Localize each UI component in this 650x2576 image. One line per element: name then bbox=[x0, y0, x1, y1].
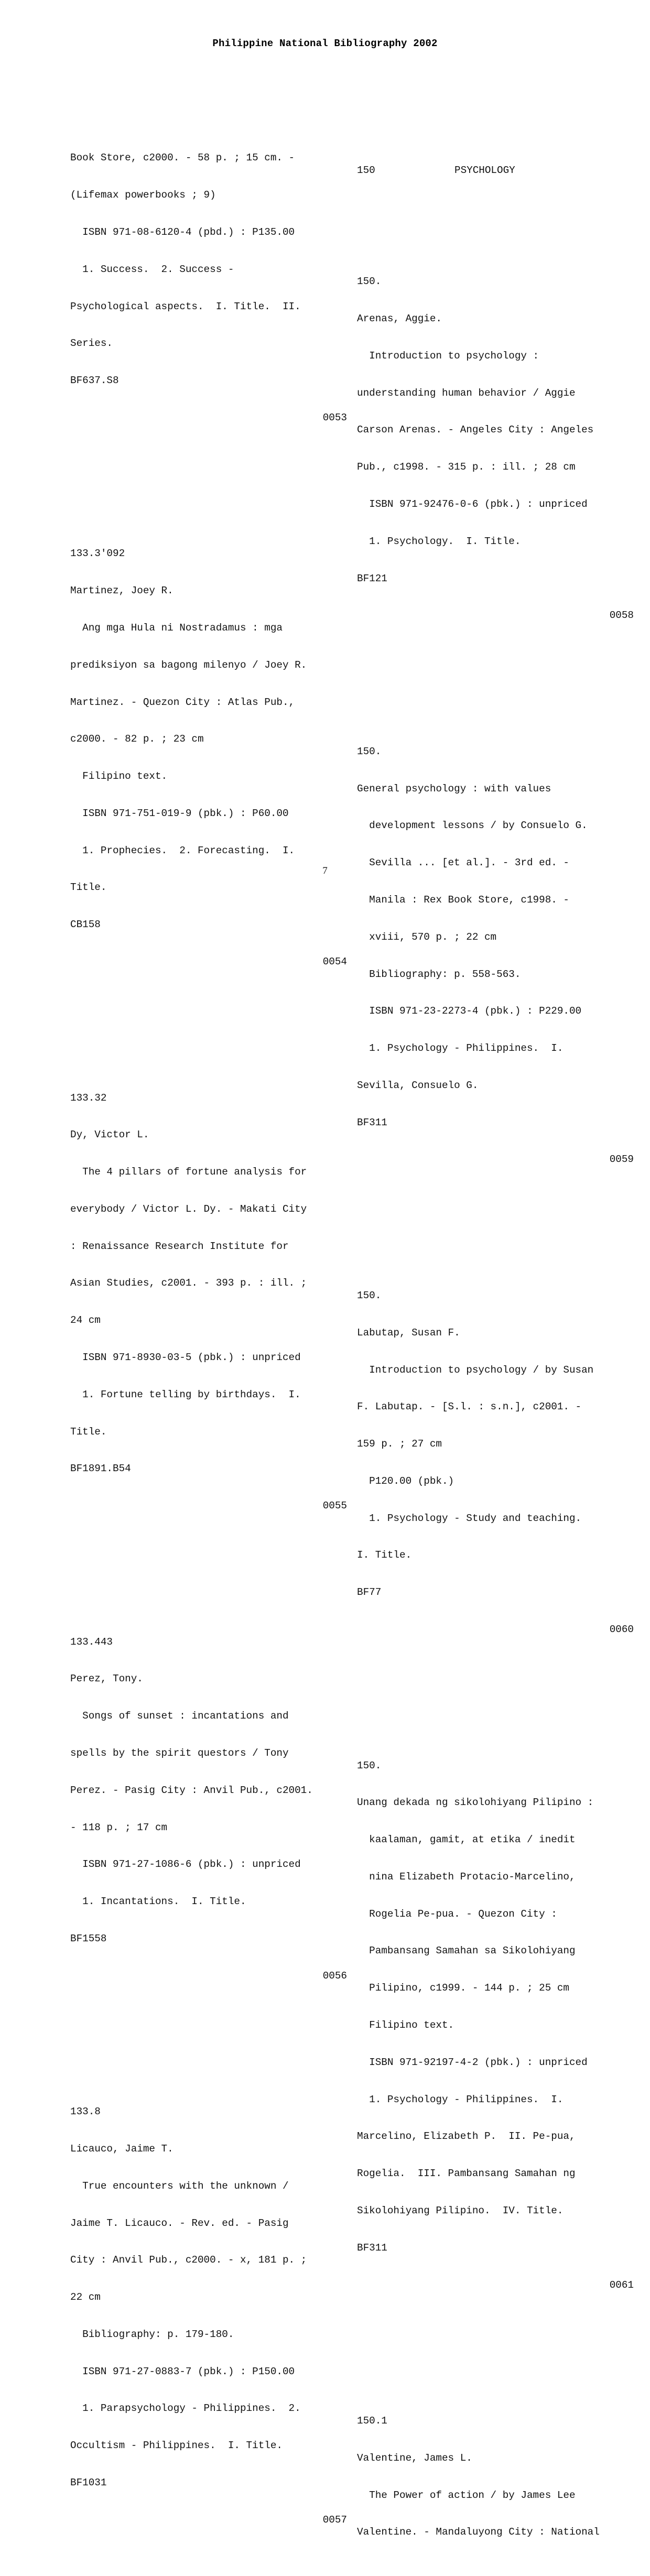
entry-line: CB158 bbox=[70, 919, 101, 931]
entry-line: 150. bbox=[357, 1759, 382, 1771]
entry-line: Perez, Tony. bbox=[70, 1673, 143, 1685]
entry-line: General psychology : with values bbox=[357, 782, 551, 795]
entry-line: BF637.S8 bbox=[70, 375, 119, 387]
entry bbox=[70, 1067, 347, 1537]
entry-line: Perez. - Pasig City : Anvil Pub., c2001. bbox=[70, 1784, 313, 1796]
entry-line: Asian Studies, c2001. - 393 p. : ill. ; bbox=[70, 1277, 307, 1289]
entry-line: development lessons / by Consuelo G. bbox=[357, 820, 588, 832]
entry-line: ISBN 971-08-6120-4 (pbd.) : P135.00 bbox=[70, 226, 295, 238]
entry-line: Martinez. - Quezon City : Atlas Pub., bbox=[70, 696, 295, 708]
entry-line: 133.8 bbox=[70, 2106, 101, 2118]
entry-number: 0057 bbox=[322, 2514, 347, 2526]
entry-line: Occultism - Philippines. I. Title. bbox=[70, 2440, 283, 2452]
entry-line: Filipino text. bbox=[70, 770, 168, 782]
entry-line: Sikolohiyang Pilipino. IV. Title. bbox=[357, 2204, 564, 2216]
entry-number: 0059 bbox=[609, 1154, 634, 1166]
entry-line: Valentine. - Mandaluyong City : National bbox=[357, 2526, 600, 2538]
entry-line: Pambansang Samahan sa Sikolohiyang bbox=[357, 1945, 576, 1957]
entry-line: 1. Success. 2. Success - bbox=[70, 263, 234, 275]
entry bbox=[70, 2081, 347, 2551]
entry-line: I. Title. bbox=[357, 1549, 412, 1561]
entry-number: 0060 bbox=[609, 1624, 634, 1636]
entry-line: Psychological aspects. I. Title. II. bbox=[70, 300, 301, 312]
entry bbox=[357, 721, 634, 1191]
entry-line: Rogelia Pe-pua. - Quezon City : bbox=[357, 1908, 557, 1920]
entry-number: 0054 bbox=[322, 955, 347, 968]
entry-line: ISBN 971-92197-4-2 (pbk.) : unpriced bbox=[357, 2056, 588, 2068]
entry-line: 24 cm bbox=[70, 1314, 101, 1327]
entry-line: Title. bbox=[70, 1426, 107, 1438]
entry-line: spells by the spirit questors / Tony bbox=[70, 1747, 289, 1759]
page-number: 7 bbox=[322, 865, 328, 876]
entry-line: 22 cm bbox=[70, 2291, 101, 2303]
section-heading bbox=[357, 165, 634, 177]
entry-line: BF1558 bbox=[70, 1932, 107, 1944]
entry-line: Licauco, Jaime T. bbox=[70, 2143, 174, 2155]
entry-line: ISBN 971-751-019-9 (pbk.) : P60.00 bbox=[70, 807, 289, 819]
entry-line: Jaime T. Licauco. - Rev. ed. - Pasig bbox=[70, 2217, 289, 2229]
entry-line: Series. bbox=[70, 338, 113, 350]
entry-line: ISBN 971-23-2273-4 (pbk.) : P229.00 bbox=[357, 1005, 582, 1017]
entry-line: Marcelino, Elizabeth P. II. Pe-pua, bbox=[357, 2131, 576, 2143]
entry bbox=[70, 1611, 347, 2007]
entry-line: kaalaman, gamit, at etika / inedit bbox=[357, 1834, 576, 1846]
entry-line: understanding human behavior / Aggie bbox=[357, 387, 576, 399]
entry-number: 0055 bbox=[322, 1500, 347, 1512]
entry-line: : Renaissance Research Institute for bbox=[70, 1240, 289, 1252]
entry-continued bbox=[70, 127, 347, 449]
entry-line: ISBN 971-27-1086-6 (pbk.) : unpriced bbox=[70, 1858, 301, 1871]
entry bbox=[70, 523, 347, 993]
entry-line: Pub., c1998. - 315 p. : ill. ; 28 cm bbox=[357, 461, 576, 473]
section-code: 150 bbox=[357, 164, 375, 176]
entry-line: (Lifemax powerbooks ; 9) bbox=[70, 189, 216, 201]
entry-line: The Power of action / by James Lee bbox=[357, 2489, 576, 2501]
entry-line: BF1031 bbox=[70, 2477, 107, 2488]
entry-line: xviii, 570 p. ; 22 cm bbox=[357, 931, 497, 943]
entry-line: Filipino text. bbox=[357, 2019, 454, 2031]
entry-line: Manila : Rex Book Store, c1998. - bbox=[357, 894, 569, 906]
entry-line: 1. Psychology - Study and teaching. bbox=[357, 1512, 582, 1524]
entry-line: 133.32 bbox=[70, 1092, 107, 1104]
entry-line: nina Elizabeth Protacio-Marcelino, bbox=[357, 1871, 576, 1883]
entry-line: 150.1 bbox=[357, 2415, 387, 2427]
entry-line: ISBN 971-8930-03-5 (pbk.) : unpriced bbox=[70, 1351, 301, 1363]
entry bbox=[357, 1735, 634, 2316]
entry-line: BF311 bbox=[357, 2242, 387, 2254]
entry bbox=[357, 1265, 634, 1661]
entry-line: Introduction to psychology / by Susan bbox=[357, 1364, 594, 1376]
entry-line: 150. bbox=[357, 745, 382, 757]
entry-line: F. Labutap. - [S.l. : s.n.], c2001. - bbox=[357, 1401, 582, 1413]
entry-line: Arenas, Aggie. bbox=[357, 313, 442, 325]
entry-line: Carson Arenas. - Angeles City : Angeles bbox=[357, 424, 594, 436]
entry-line: Valentine, James L. bbox=[357, 2452, 472, 2464]
entry-number: 0061 bbox=[609, 2279, 634, 2291]
entry-line: 1. Psychology - Philippines. I. bbox=[357, 1042, 564, 1055]
entry-line: Sevilla, Consuelo G. bbox=[357, 1079, 479, 1091]
entry-line: 1. Parapsychology - Philippines. 2. bbox=[70, 2403, 301, 2415]
entry-line: 133.3'092 bbox=[70, 548, 125, 560]
entry-line: Unang dekada ng sikolohiyang Pilipino : bbox=[357, 1797, 594, 1809]
entry-line: 1. Psychology. I. Title. bbox=[357, 535, 521, 547]
entry bbox=[357, 251, 634, 647]
entry-line: ISBN 971-92476-0-6 (pbk.) : unpriced bbox=[357, 498, 588, 510]
entry-line: Songs of sunset : incantations and bbox=[70, 1710, 289, 1722]
entry-line: 1. Fortune telling by birthdays. I. bbox=[70, 1388, 301, 1400]
section-name: PSYCHOLOGY bbox=[454, 164, 515, 176]
entry-line: 133.443 bbox=[70, 1636, 113, 1648]
entry-line: 1. Prophecies. 2. Forecasting. I. bbox=[70, 844, 295, 856]
entry-line: Bibliography: p. 558-563. bbox=[357, 968, 521, 980]
entry-line: 159 p. ; 27 cm bbox=[357, 1438, 442, 1450]
entry-line: P120.00 (pbk.) bbox=[357, 1475, 454, 1487]
entry-line: 150. bbox=[357, 276, 382, 288]
entry-line: 1. Psychology - Philippines. I. bbox=[357, 2093, 564, 2105]
entry-line: ISBN 971-27-0883-7 (pbk.) : P150.00 bbox=[70, 2365, 295, 2377]
entry-line: 1. Incantations. I. Title. bbox=[70, 1896, 246, 1908]
left-column bbox=[70, 103, 347, 2563]
right-column bbox=[357, 103, 634, 2576]
entry-line: Rogelia. III. Pambansang Samahan ng bbox=[357, 2168, 576, 2180]
entry-line: Title. bbox=[70, 882, 107, 894]
entry-line: Ang mga Hula ni Nostradamus : mga bbox=[70, 622, 283, 634]
entry-line: Dy, Victor L. bbox=[70, 1129, 149, 1141]
entry-line: The 4 pillars of fortune analysis for bbox=[70, 1166, 307, 1178]
entry-line: Bibliography: p. 179-180. bbox=[70, 2328, 234, 2340]
entry-line: BF77 bbox=[357, 1586, 382, 1599]
entry-line: BF311 bbox=[357, 1116, 387, 1128]
entry-line: everybody / Victor L. Dy. - Makati City bbox=[70, 1203, 307, 1215]
entry-line: - 118 p. ; 17 cm bbox=[70, 1821, 168, 1833]
entry-line: 150. bbox=[357, 1290, 382, 1301]
entry-line: City : Anvil Pub., c2000. - x, 181 p. ; bbox=[70, 2254, 307, 2266]
entry-line: BF1891.B54 bbox=[70, 1463, 131, 1475]
entry-number: 0056 bbox=[322, 1970, 347, 1982]
entry-trailing bbox=[357, 2390, 634, 2563]
entry-line: Pilipino, c1999. - 144 p. ; 25 cm bbox=[357, 1982, 569, 1994]
entry-line: prediksiyon sa bagong milenyo / Joey R. bbox=[70, 659, 307, 671]
page-title: Philippine National Bibliography 2002 bbox=[212, 38, 438, 49]
entry-line: Labutap, Susan F. bbox=[357, 1327, 460, 1339]
entry-line: Sevilla ... [et al.]. - 3rd ed. - bbox=[357, 857, 569, 869]
entry-line: BF121 bbox=[357, 572, 387, 584]
entry-number: 0053 bbox=[322, 411, 347, 423]
entry-line: Book Store, c2000. - 58 p. ; 15 cm. - bbox=[70, 152, 295, 164]
entry-line: c2000. - 82 p. ; 23 cm bbox=[70, 733, 204, 745]
entry-line: True encounters with the unknown / bbox=[70, 2180, 289, 2192]
entry-line: Introduction to psychology : bbox=[357, 350, 539, 362]
entry-line: Martinez, Joey R. bbox=[70, 585, 174, 597]
entry-number: 0058 bbox=[609, 610, 634, 622]
